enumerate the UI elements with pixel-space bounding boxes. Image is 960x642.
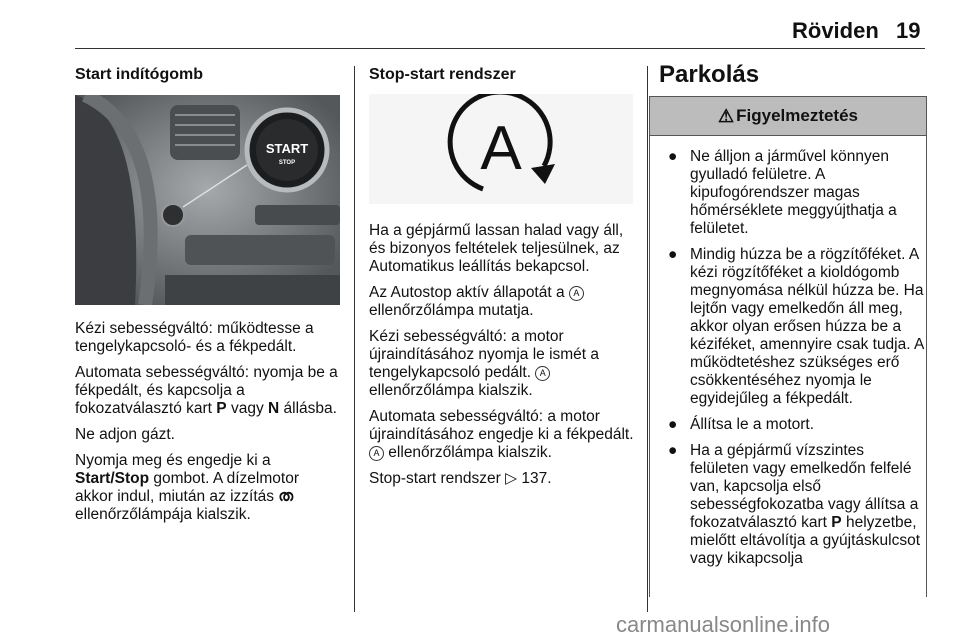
stop-label: STOP	[278, 160, 296, 166]
header-rule	[75, 48, 925, 49]
manual-restart-text: Kézi sebességváltó: a motor újraindításához nyomja le ismét a tengelykapcsoló pedált. A ellenőrzőlámpa kialszik.	[369, 328, 600, 399]
stop-start-heading: Stop-start rendszer	[369, 66, 516, 83]
column-divider-1	[354, 66, 355, 612]
page-reference-icon: ▷	[505, 470, 518, 487]
automatic-transmission-text: Automata sebességváltó: nyomja be a fékpedált, és kapcsolja a fokozatválasztó kart P vagy N állásba.	[75, 364, 338, 417]
autostop-letter: A	[480, 114, 522, 183]
autostop-symbol	[369, 94, 633, 204]
press-start-text: Nyomja meg és engedje ki a Start/Stop gombot. A dízelmotor akkor indul, miután az izzítás ത ellenőrzőlámpája kialszik.	[75, 452, 299, 523]
stop-start-reference: Stop-start rendszer ▷ 137.	[369, 470, 552, 487]
column-divider-2	[647, 66, 648, 612]
start-button-heading: Start indítógomb	[75, 66, 203, 83]
automatic-restart-text: Automata sebességváltó: a motor újraindításához engedje ki a fékpedált. A ellenőrzőlámpa kialszik.	[369, 408, 634, 461]
page-header	[75, 0, 925, 50]
warning-triangle-icon: ⚠	[717, 105, 735, 126]
bullet-icon: ●	[668, 442, 678, 459]
column-parking	[659, 61, 924, 92]
warning-title: Figyelmeztetés	[736, 106, 859, 125]
stop-start-text	[369, 222, 634, 496]
autostop-indicator-icon: A	[569, 286, 584, 301]
autostop-indicator-text: Az Autostop aktív állapotát a A ellenőrzőlámpa mutatja.	[369, 284, 634, 320]
warning-header	[650, 97, 926, 136]
autostop-description: Ha a gépjármű lassan halad vagy áll, és bizonyos feltételek teljesülnek, az Automatikus leállítás bekapcsol.	[369, 222, 624, 275]
start-button-text	[75, 320, 340, 532]
glow-plug-icon: ത	[278, 488, 294, 505]
watermark: carmanualsonline.info	[616, 612, 831, 637]
start-label: START	[265, 141, 309, 156]
autostop-indicator-icon: A	[369, 446, 384, 461]
bullet-icon: ●	[668, 416, 678, 433]
no-throttle-text: Ne adjon gázt.	[75, 426, 175, 443]
parking-title: Parkolás	[659, 61, 760, 88]
column-stop-start	[369, 66, 634, 84]
list-item: ● Mindig húzza be a rögzítőféket. A kézi rögzítőféket a kioldógomb megnyomása nélkül húzza be. Ha lejtőn vagy emelkedőn áll meg, akkor olyan erősen húzza be a kéziféket, amennyire csak tudja. A működtetéshez szükséges erő csökkentéséhez nyomja le egyidejűleg a fékpedált.	[668, 246, 924, 407]
page-number: 19	[896, 18, 921, 43]
warning-list	[662, 148, 924, 576]
manual-transmission-text: Kézi sebességváltó: működtesse a tengelykapcsoló- és a fékpedált.	[75, 320, 314, 355]
list-item: ● Ha a gépjármű vízszintes felületen vagy emelkedőn felfelé van, kapcsolja első sebességfokozatba vagy állítsa a fokozatválasztó kart P helyzetbe, mielőtt eltávolítja a gyújtáskulcsot vagy kikapcsolja	[668, 442, 921, 567]
column-start-button	[75, 66, 340, 84]
dashboard-illustration	[75, 95, 340, 305]
list-item: ● Állítsa le a motort.	[668, 416, 815, 433]
bullet-icon: ●	[668, 246, 678, 263]
bullet-icon: ●	[668, 148, 678, 165]
list-item: ● Ne álljon a járművel könnyen gyulladó felületre. A kipufogórendszer magas hőmérséklete meggyújthatja a felületet.	[668, 148, 897, 237]
autostop-indicator-icon: A	[535, 366, 550, 381]
start-button-photo	[75, 95, 340, 305]
section-title: Röviden	[792, 18, 879, 43]
